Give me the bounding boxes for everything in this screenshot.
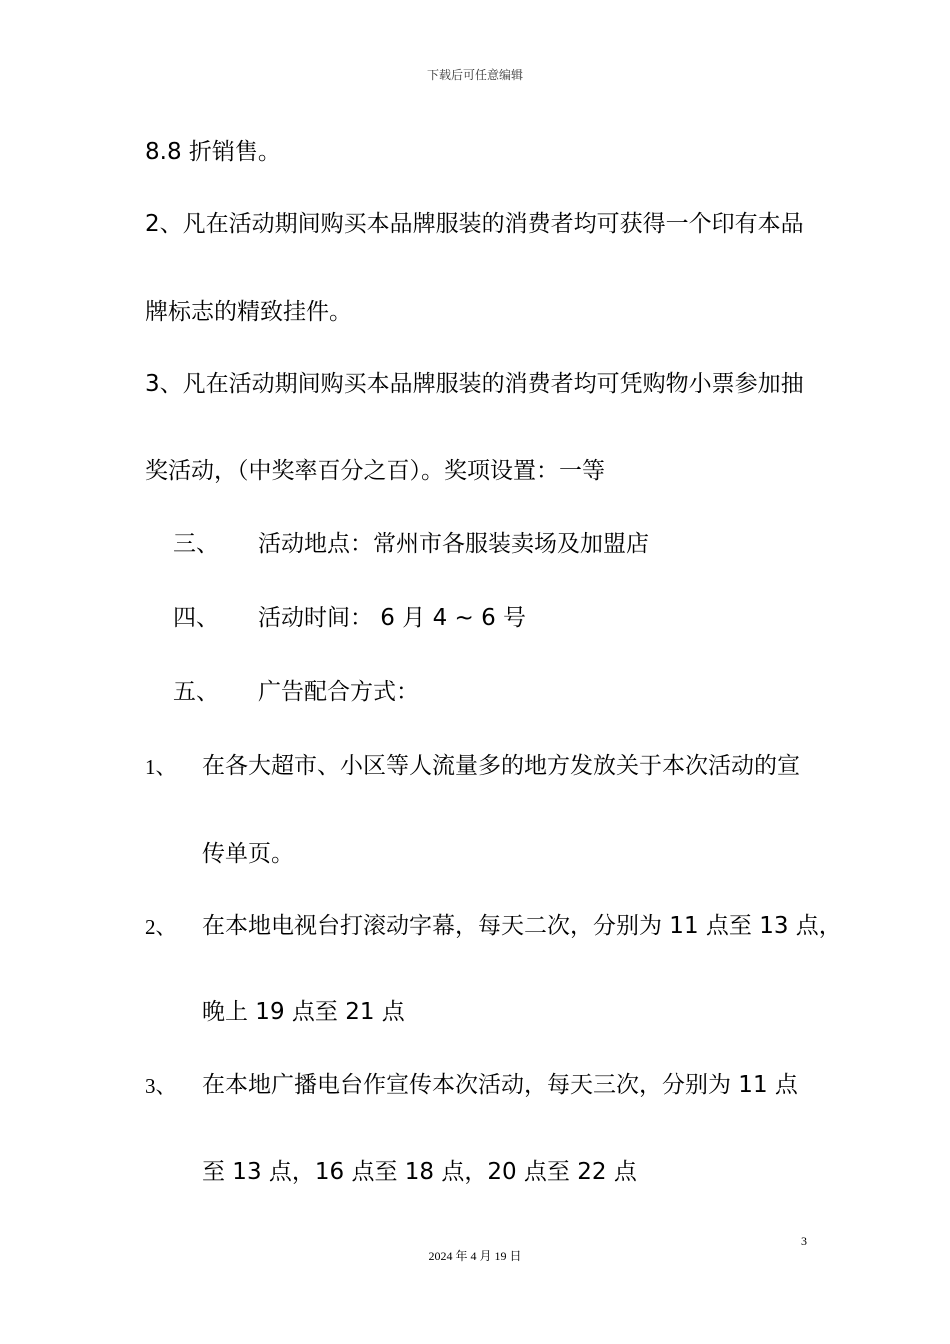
- ad-item-1-line-2: 传单页。: [202, 841, 294, 867]
- section-time: 活动时间： 6 月 4 ~ 6 号: [258, 605, 527, 631]
- section-number: 三、: [173, 531, 219, 557]
- page-header-note: 下载后可任意编辑: [426, 68, 523, 82]
- ad-item-2-line-1: 在本地电视台打滚动字幕，每天二次，分别为 11 点至 13 点，: [202, 913, 842, 939]
- page-number: 3: [801, 1234, 807, 1248]
- ad-item-3-line-1: 在本地广播电台作宣传本次活动，每天三次，分别为 11 点: [202, 1072, 798, 1098]
- section-ad-methods: 广告配合方式：: [258, 679, 419, 705]
- item-2-line-2: 牌标志的精致挂件。: [145, 299, 352, 325]
- section-number: 四、: [173, 605, 219, 631]
- item-2-line-1: 2、凡在活动期间购买本品牌服装的消费者均可获得一个印有本品: [145, 211, 804, 237]
- item-3-line-2: 奖活动，（中奖率百分之百）。奖项设置：一等: [145, 458, 605, 484]
- footer-date: 2024 年 4 月 19 日: [428, 1249, 522, 1263]
- ad-item-3-line-2: 至 13 点，16 点至 18 点，20 点至 22 点: [202, 1159, 637, 1185]
- ad-item-2-line-2: 晚上 19 点至 21 点: [202, 999, 405, 1025]
- ad-item-number: 3、: [145, 1074, 177, 1098]
- item-3-line-1: 3、凡在活动期间购买本品牌服装的消费者均可凭购物小票参加抽: [145, 371, 804, 397]
- ad-item-number: 2、: [145, 915, 177, 939]
- body-line-discount: 8.8 折销售。: [145, 139, 281, 165]
- section-location: 活动地点：常州市各服装卖场及加盟店: [258, 531, 649, 557]
- ad-item-number: 1、: [145, 755, 177, 779]
- section-number: 五、: [173, 679, 219, 705]
- ad-item-1-line-1: 在各大超市、小区等人流量多的地方发放关于本次活动的宣: [202, 753, 800, 779]
